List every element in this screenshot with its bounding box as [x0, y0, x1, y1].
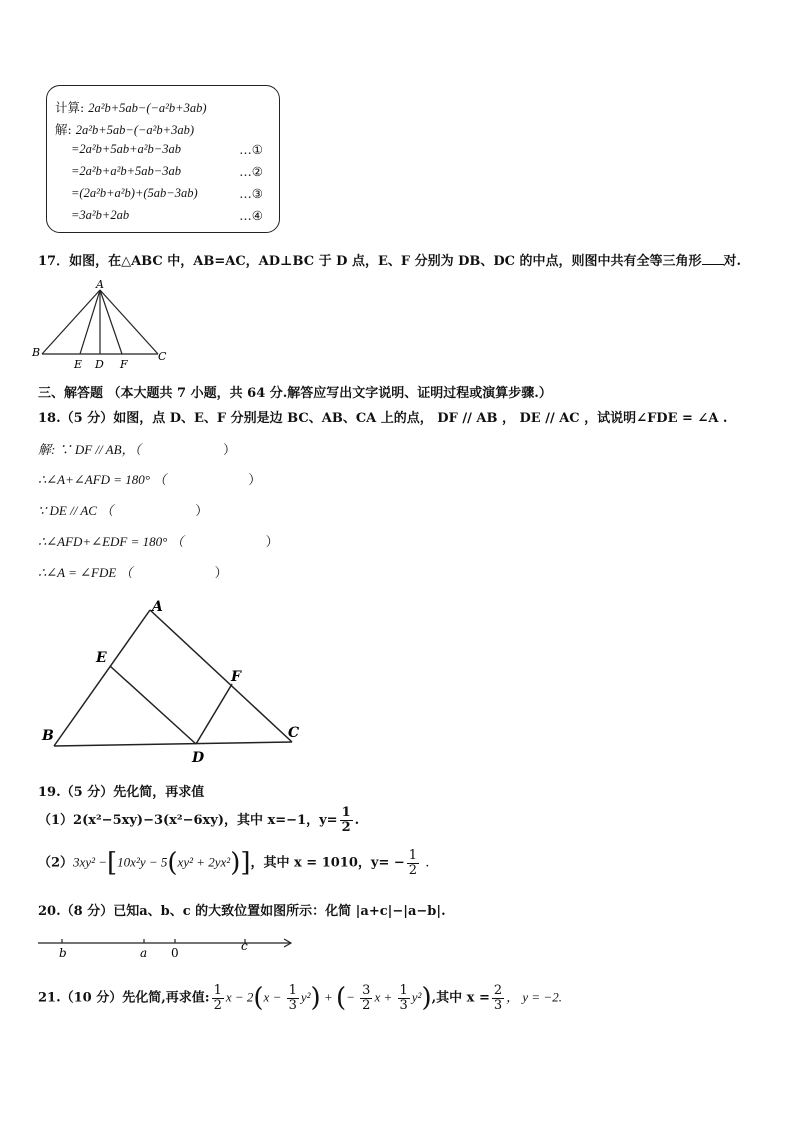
label-f: F [120, 358, 128, 371]
label-a: A [152, 599, 163, 615]
reason-line-1-close: ） [223, 443, 237, 458]
label-d: D [95, 358, 104, 371]
q19-part-1-text: （1）2(x²−5xy)−3(x²−6xy)，其中 x=−1，y= [38, 813, 338, 828]
calc-solve-label: 解: [55, 122, 72, 137]
label-a: a [140, 946, 148, 960]
label-b: B [42, 728, 54, 744]
reason-line-1-text: 解: ∵ DF // AB，（ [38, 442, 142, 457]
q17-text: 17．如图，在△ABC 中，AB=AC，AD⊥BC 于 D 点，E、F 分别为 DB、DC 的中点，则图中共有全等三角形 [38, 254, 702, 269]
fraction-denominator: 2 [408, 862, 418, 878]
number-line [34, 932, 298, 962]
step-mark-4: …④ [239, 208, 263, 223]
reason-line-4-text: ∴∠AFD+∠EDF = 180° （ [38, 534, 184, 549]
q19-expr-a: 3xy² − [73, 854, 108, 870]
calc-title-expr: 2a²b+5ab−(−a²b+3ab) [88, 101, 207, 115]
fraction-denominator: 2 [341, 820, 351, 835]
q21-lead: 21.（10 分）先化简,再求值: [38, 990, 210, 1006]
calc-solve [55, 120, 194, 138]
triangle-figure-18 [36, 596, 316, 771]
side-ac [100, 290, 158, 354]
calc-title [55, 98, 207, 116]
reason-line-4-close: ） [265, 535, 279, 550]
label-e: E [74, 358, 83, 371]
segment-de [110, 666, 196, 744]
q17-text-end: 对. [723, 254, 742, 269]
fraction-half [340, 806, 353, 835]
reason-line-2-text: ∴∠A+∠AFD = 180° （ [38, 472, 167, 487]
reason-line-3-close: ） [195, 504, 209, 519]
calc-step-2: =2a²b+a²b+5ab−3ab [71, 164, 181, 178]
q19-part-2: （2）3xy² −[10x²y − 5(xy² + 2yx²)]，其中 x = 1010，y= − $\frac{1}{2}$ . [38, 847, 430, 878]
label-e: E [96, 650, 107, 666]
fraction-denominator: 3 [493, 997, 503, 1013]
reason-line-5-close: ） [214, 566, 228, 581]
answer-blank [702, 264, 724, 265]
reason-line-2 [38, 469, 261, 488]
label-f: F [231, 669, 241, 685]
segment-ae [80, 290, 100, 354]
reason-line-3 [38, 500, 208, 519]
q21-where: ,其中 x = [431, 990, 490, 1006]
step-mark-3: …③ [239, 186, 263, 201]
label-zero: 0 [171, 946, 179, 960]
label-a: A [96, 278, 104, 291]
label-c: C [158, 350, 167, 363]
label-d: D [192, 750, 205, 766]
question-19-stem: 19.（5 分）先化简，再求值 [38, 785, 205, 800]
segment-af [100, 290, 122, 354]
reason-line-2-close: ） [248, 473, 262, 488]
reason-line-5-text: ∴∠A = ∠FDE （ [38, 565, 133, 580]
q19-part-2-where: ，其中 x = 1010，y= − [250, 855, 405, 871]
calc-step-4: =3a²b+2ab [71, 208, 130, 222]
reason-line-5 [38, 562, 228, 581]
side-bc [54, 742, 292, 746]
calc-title-label: 计算: [55, 100, 85, 115]
q19-expr-b: 10x²y − 5 [117, 854, 168, 870]
side-ab [42, 290, 100, 354]
reason-line-1 [38, 439, 236, 458]
triangle-figure-17 [30, 278, 180, 374]
fraction-x-value [492, 984, 504, 1013]
q19-expr-c: xy² + 2yx² [177, 854, 231, 870]
section-heading: 三、解答题 （本大题共 7 小题，共 64 分.解答应写出文字说明、证明过程或演算步骤.） [38, 386, 552, 401]
q21-y-value: ， y = −2. [506, 989, 562, 1005]
segment-df [196, 684, 232, 744]
calc-step-1: =2a²b+5ab+a²b−3ab [71, 142, 181, 156]
fraction-numerator: 1 [408, 847, 418, 863]
calc-solve-expr: 2a²b+5ab−(−a²b+3ab) [75, 123, 195, 137]
question-17 [38, 250, 741, 269]
label-b: b [59, 946, 67, 960]
q19-part-1: （1）2(x²−5xy)−3(x²−6xy)，其中 x=−1，y= $\frac{1}{2}$ . [38, 805, 360, 835]
question-18-stem: 18.（5 分）如图，点 D、E、F 分别是边 BC、AB、CA 上的点， DF // AB ， DE // AC ，试说明∠FDE = ∠A . [38, 411, 728, 426]
label-c: C [288, 725, 300, 741]
question-21: 21.（10 分）先化简,再求值: $\frac{1}{2}$ x − 2(x − $\frac{1}{3}$ y²) + (− $\frac{3}{2}$ x + $\frac{1}{3}$ y²),其中 x = $\frac{2}{3}$ ， y = −2. [38, 982, 562, 1013]
fraction-numerator: 2 [493, 982, 503, 998]
step-mark-1: …① [239, 142, 263, 157]
label-b: B [32, 346, 41, 359]
q19-part-2-label: （2） [38, 855, 74, 871]
step-mark-2: …② [239, 164, 263, 179]
reason-line-4 [38, 531, 279, 550]
reason-line-3-text: ∵ DE // AC （ [38, 503, 114, 518]
calc-step-3: =(2a²b+a²b)+(5ab−3ab) [71, 186, 198, 200]
fraction-neg-half [407, 849, 419, 878]
label-c: c [241, 939, 248, 953]
fraction-numerator: 1 [341, 805, 351, 820]
question-20-stem: 20.（8 分）已知a、b、c 的大致位置如图所示：化简 |a+c|−|a−b|. [38, 904, 446, 919]
side-ab [54, 610, 150, 746]
calculation-box [46, 85, 280, 233]
